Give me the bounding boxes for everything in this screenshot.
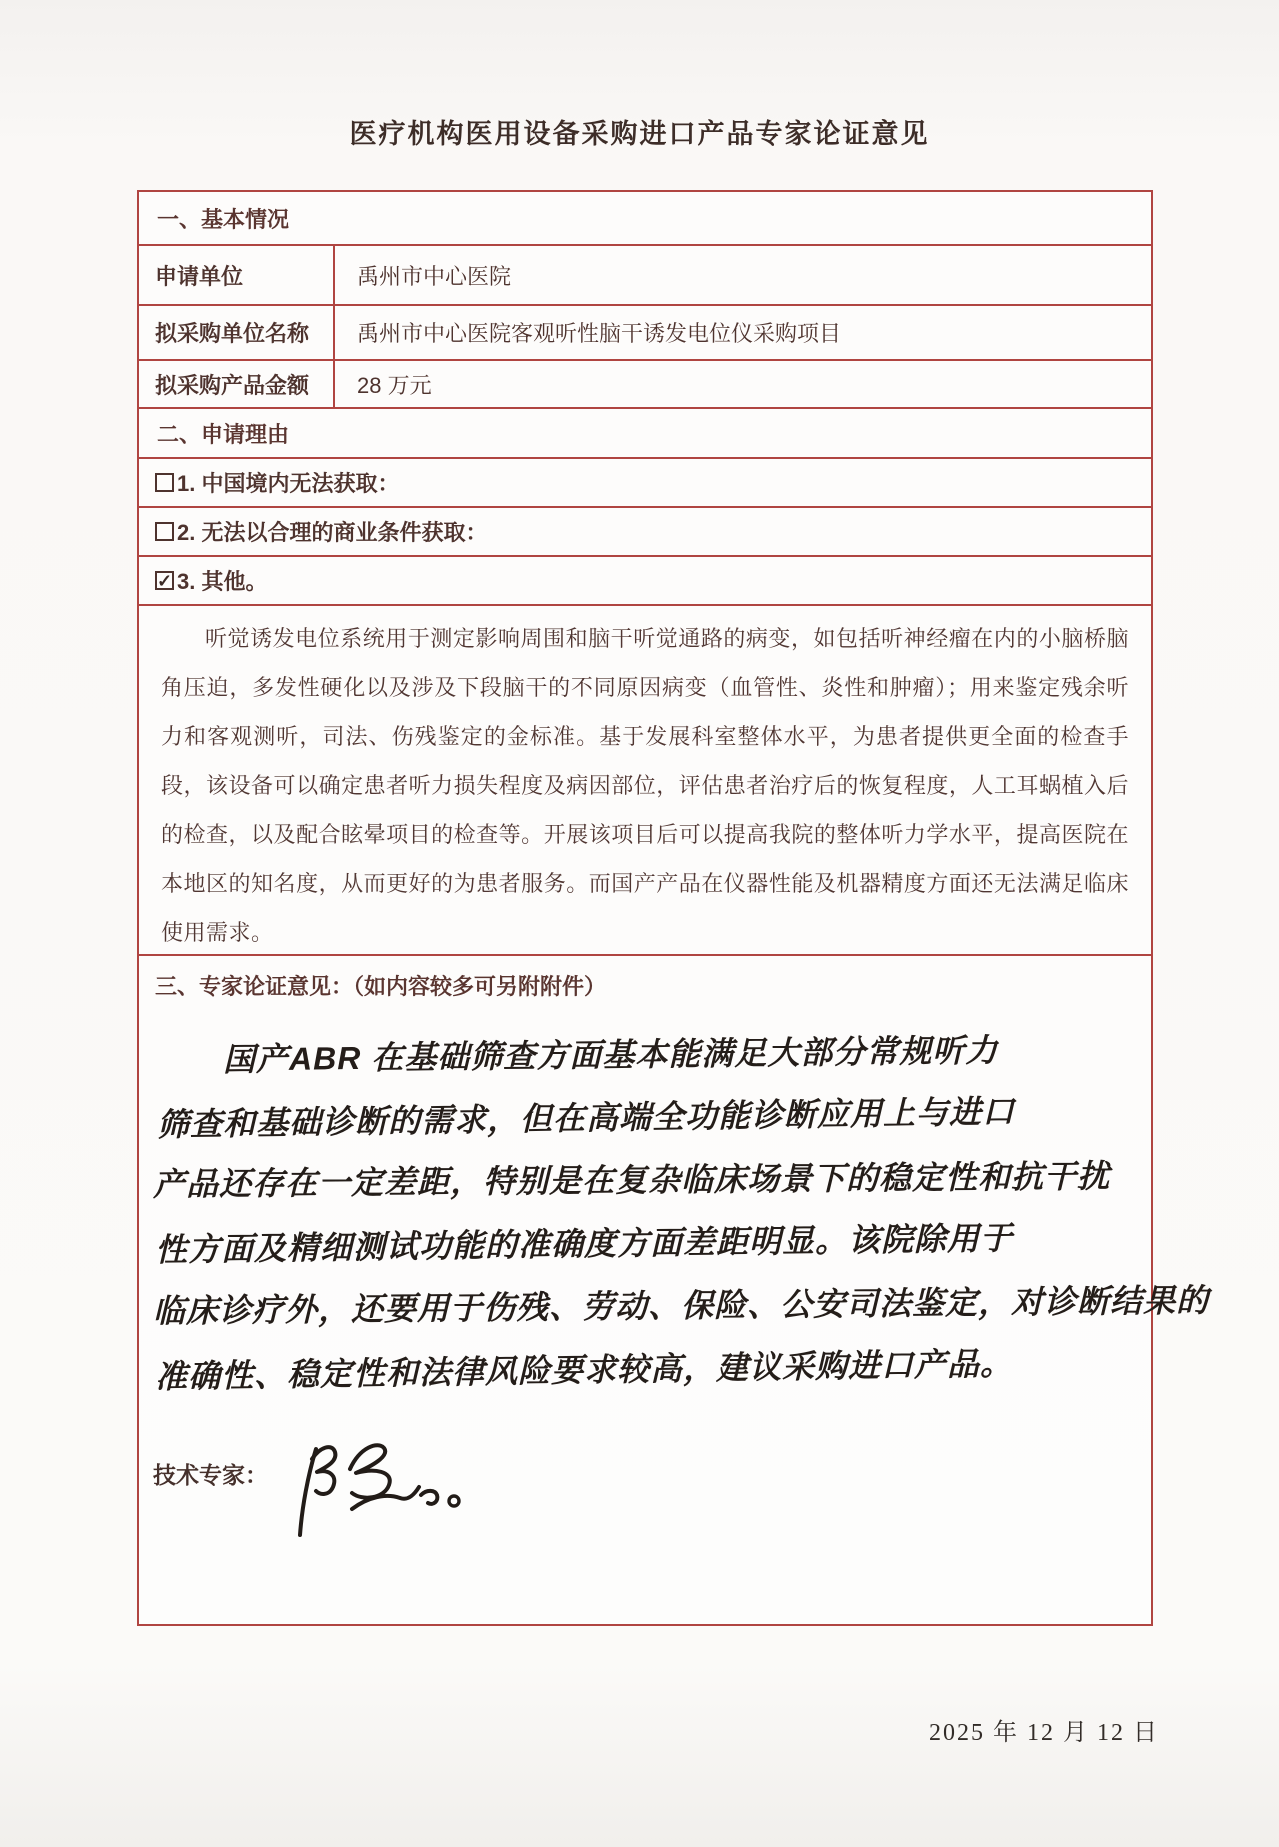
reason-option-label: 3. 其他。 [177,569,268,594]
handwritten-line: 筛查和基础诊断的需求，但在高端全功能诊断应用上与进口 [156,1093,1016,1143]
form-table [137,190,1210,1626]
field-value-applicant-unit: 禹州市中心医院 [357,263,512,289]
handwritten-line: 临床诊疗外，还要用于伤残、劳动、保险、公安司法鉴定，对诊断结果的 [152,1282,1210,1330]
table-row [139,306,1151,361]
checkbox-unchecked-icon [155,473,174,492]
signature-scribble-icon [278,1435,468,1545]
table-row [139,361,1151,409]
checkbox-unchecked-icon [155,522,174,541]
handwritten-line: 国产ABR 在基础筛查方面基本能满足大部分常规听力 [222,1032,999,1078]
handwritten-line: 准确性、稳定性和法律风险要求较高，建议采购进口产品。 [154,1345,1014,1395]
reason-option-3 [139,557,1151,606]
section-application-reason-header: 二、申请理由 [139,409,1151,459]
reason-option-label: 2. 无法以合理的商业条件获取： [177,520,488,545]
reason-statement-cell [139,606,1151,956]
handwritten-line: 性方面及精细测试功能的准确度方面差距明显。该院除用于 [154,1219,1014,1268]
field-label-product-amount: 拟采购产品金额 [139,361,335,407]
reason-option-2 [139,508,1151,557]
technical-expert-label: 技术专家： [153,1462,268,1488]
table-row [139,246,1151,306]
handwritten-opinion [139,1023,1210,1401]
reason-option-label: 1. 中国境内无法获取： [177,471,400,496]
field-label-applicant-unit: 申请单位 [139,246,335,304]
field-value-project-name: 禹州市中心医院客观听性脑干诱发电位仪采购项目 [357,321,842,346]
field-label-project-name: 拟采购单位名称 [139,306,335,359]
reason-statement-text: 听觉诱发电位系统用于测定影响周围和脑干听觉通路的病变，如包括听神经瘤在内的小脑桥脑角压迫，多发性硬化以及涉及下段脑干的不同原因病变（血管性、炎性和肿瘤）；用来鉴定残余听力和客观测听，司法、伤残鉴定的金标准。基于发展科室整体水平，为患者提供更全面的检查手段，该设备可以确定患者听力损失程度及病因部位，评估患者治疗后的恢复程度，人工耳蜗植入后的检查，以及配合眩晕项目的检查等。开展该项目后可以提高我院的整体听力学水平，提高医院在本地区的知名度，从而更好的为患者服务。而国产产品在仪器性能及机器精度方面还无法满足临床使用需求。 [161,626,1129,945]
handwritten-line: 产品还存在一定差距，特别是在复杂临床场景下的稳定性和抗干扰 [152,1157,1111,1203]
document-date: 2025 年 12 月 12 日 [929,1720,1159,1746]
expert-signature-row [153,1435,1151,1550]
section-expert-opinion-header: 三、专家论证意见：（如内容较多可另附附件） [155,974,607,999]
document-title: 医疗机构医用设备采购进口产品专家论证意见 [349,119,930,149]
expert-opinion-cell [139,956,1210,1624]
expert-signature [278,1435,468,1550]
section-basic-info-header: 一、基本情况 [139,192,1151,246]
field-value-product-amount: 28 万元 [357,372,432,398]
reason-option-1 [139,459,1151,508]
checkbox-checked-icon: ✓ [156,570,173,591]
